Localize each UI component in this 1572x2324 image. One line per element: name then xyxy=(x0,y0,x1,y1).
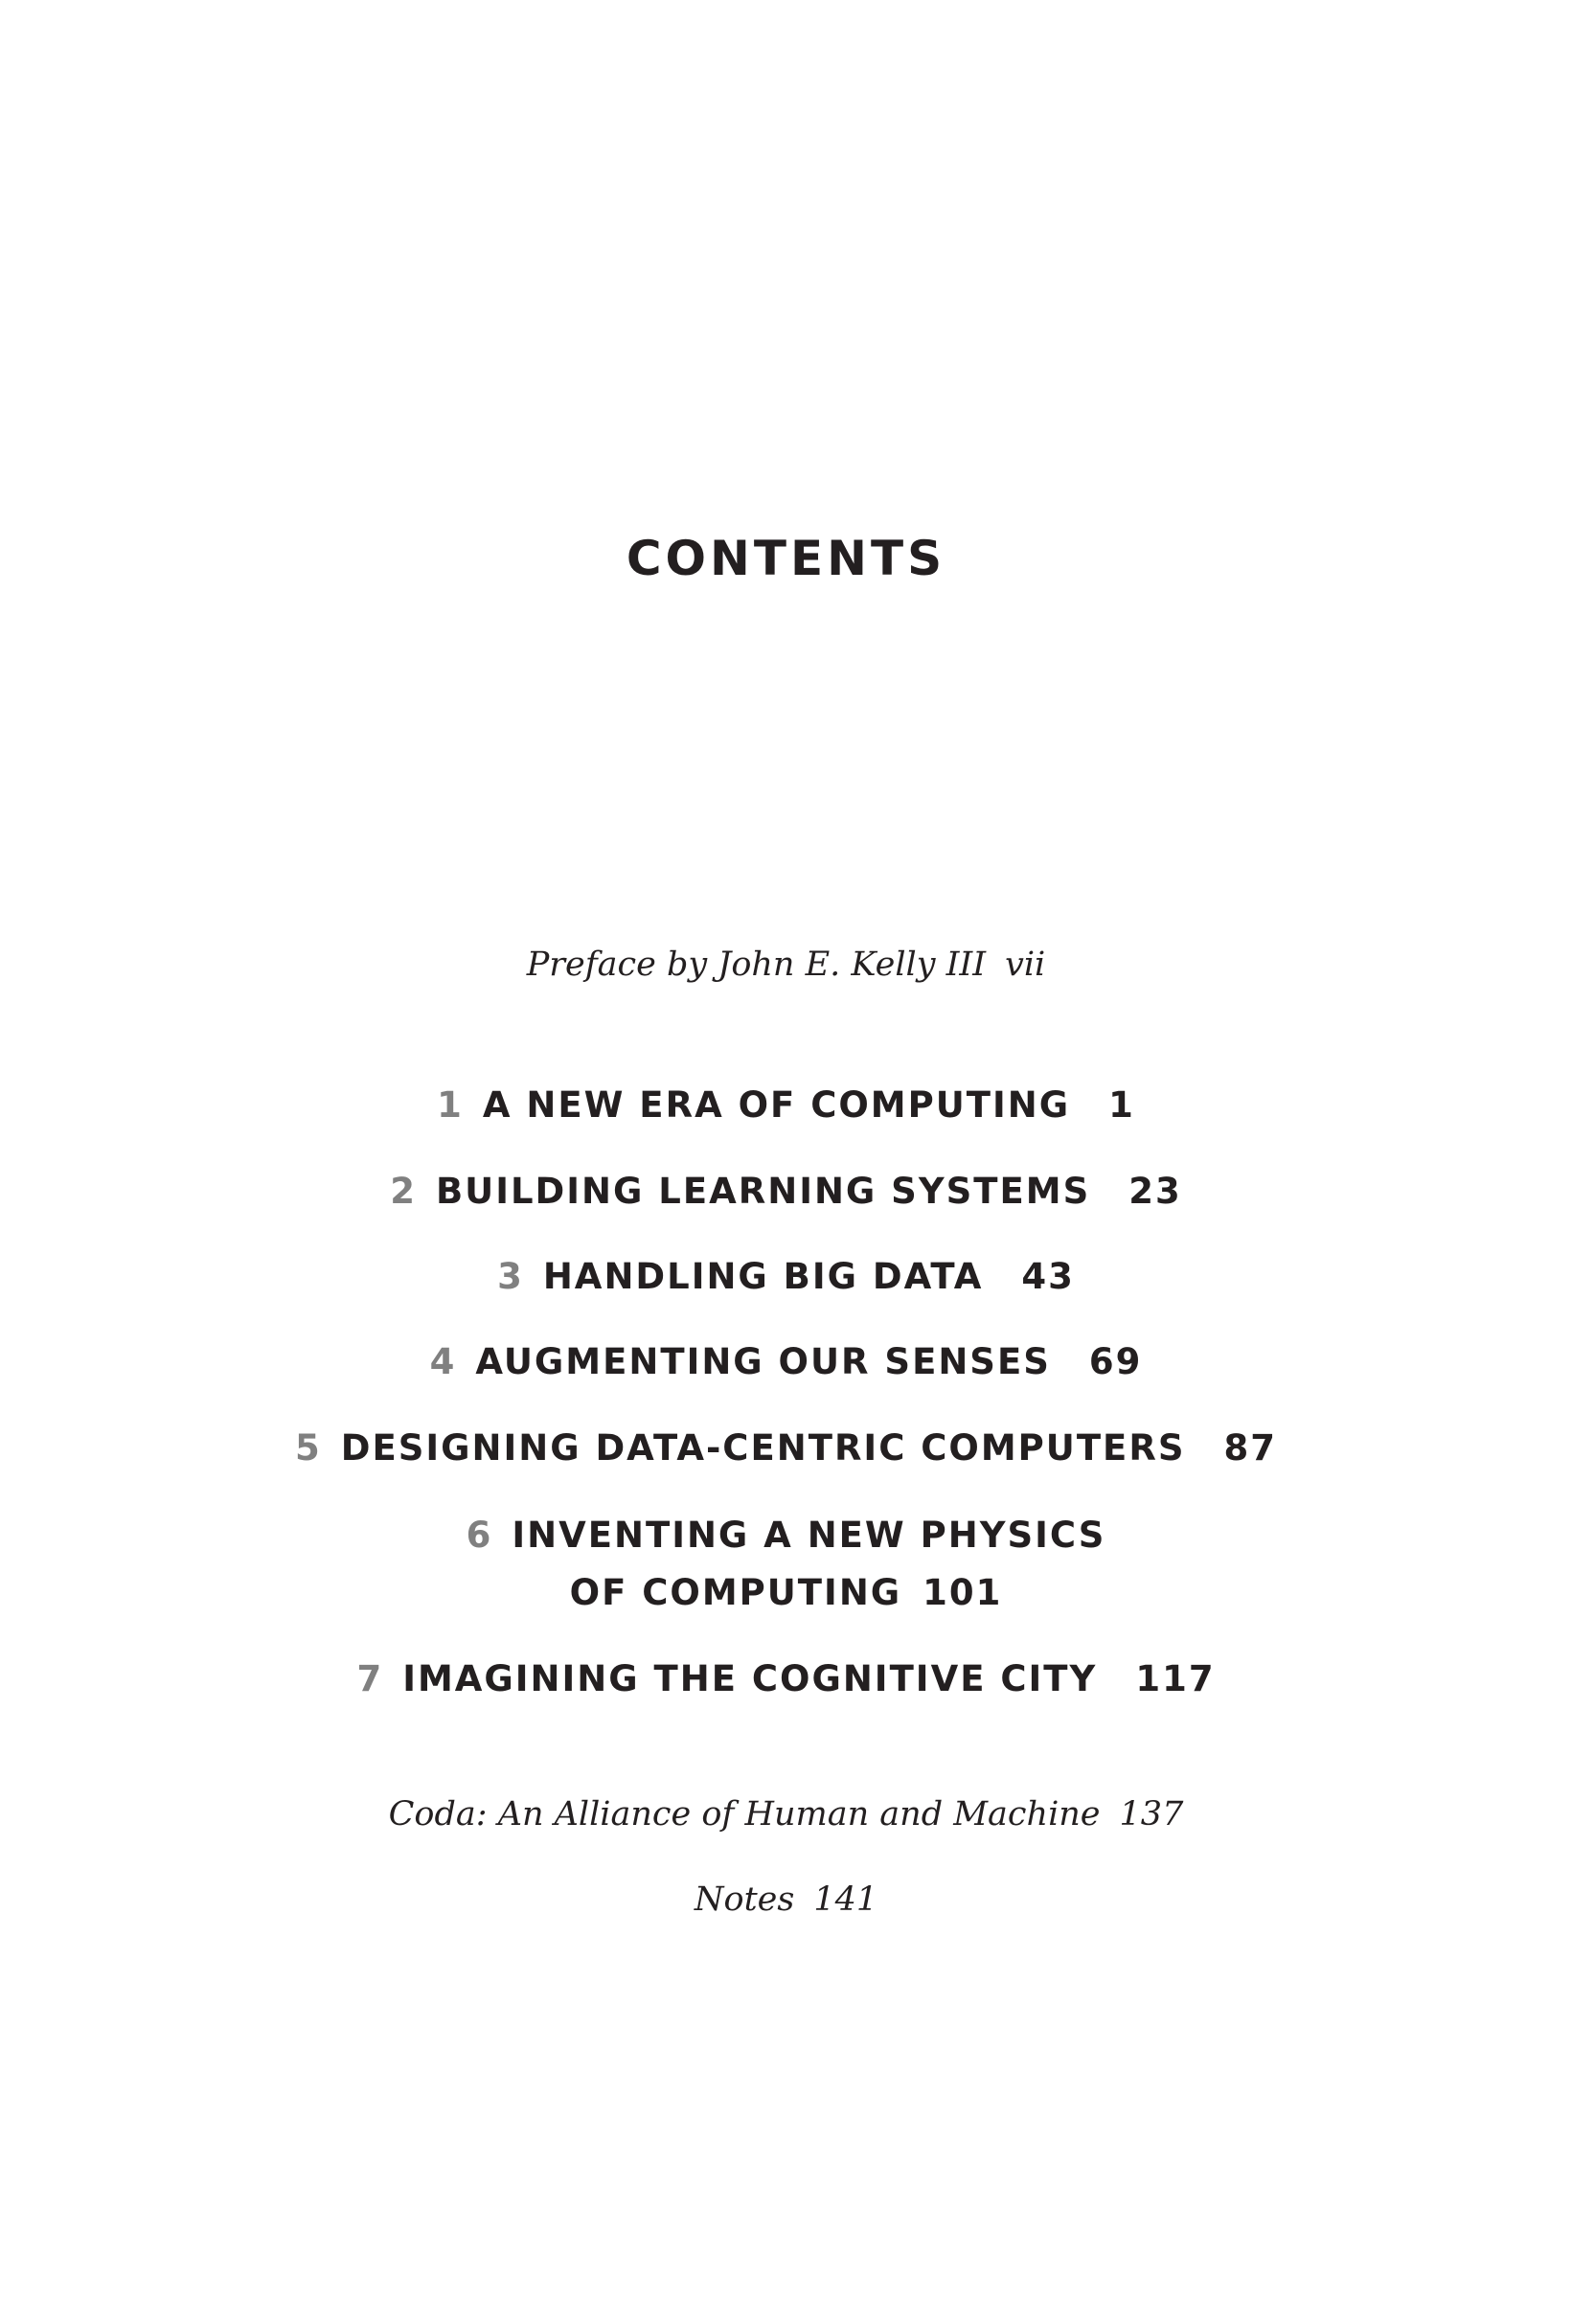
chapter-title: A NEW ERA OF COMPUTING xyxy=(482,1084,1071,1126)
chapter-page-number: 1 xyxy=(1108,1084,1135,1126)
chapter-number: 7 xyxy=(356,1658,384,1699)
toc-entry-coda[interactable] xyxy=(0,1792,1572,1836)
chapter-number: 3 xyxy=(497,1256,524,1297)
preface-page-number: vii xyxy=(1005,946,1046,984)
chapter-page-number: 69 xyxy=(1088,1341,1143,1382)
preface-label: Preface by John E. Kelly III xyxy=(526,946,987,984)
toc-entry-chapter-6-continued[interactable] xyxy=(0,1570,1572,1616)
chapter-number: 1 xyxy=(437,1084,464,1126)
chapter-page-number: 117 xyxy=(1135,1658,1216,1699)
chapter-title: IMAGINING THE COGNITIVE CITY xyxy=(402,1658,1098,1699)
toc-entry-chapter-5[interactable] xyxy=(0,1425,1572,1471)
chapter-title-line-1: INVENTING A NEW PHYSICS xyxy=(512,1515,1106,1556)
toc-entry-notes[interactable] xyxy=(0,1878,1572,1922)
chapter-title: DESIGNING DATA-CENTRIC COMPUTERS xyxy=(340,1427,1186,1469)
chapter-title: HANDLING BIG DATA xyxy=(542,1256,984,1297)
chapter-title: AUGMENTING OUR SENSES xyxy=(475,1341,1051,1382)
toc-entry-preface[interactable] xyxy=(0,943,1572,987)
chapter-title: BUILDING LEARNING SYSTEMS xyxy=(435,1171,1091,1212)
chapter-title-line-2: OF COMPUTING xyxy=(569,1572,902,1613)
chapter-page-number: 87 xyxy=(1223,1427,1277,1469)
chapter-number: 4 xyxy=(429,1341,457,1382)
toc-entry-chapter-2[interactable] xyxy=(0,1169,1572,1215)
notes-label: Notes xyxy=(694,1880,795,1919)
coda-page-number: 137 xyxy=(1119,1795,1184,1834)
toc-entry-chapter-3[interactable] xyxy=(0,1254,1572,1300)
chapter-number: 6 xyxy=(466,1515,493,1556)
toc-entry-chapter-7[interactable] xyxy=(0,1656,1572,1702)
chapter-number: 5 xyxy=(295,1427,322,1469)
page-title: CONTENTS xyxy=(626,531,946,586)
chapter-page-number: 101 xyxy=(923,1572,1003,1613)
chapter-page-number: 43 xyxy=(1021,1256,1075,1297)
chapter-number: 2 xyxy=(390,1171,417,1212)
chapter-page-number: 23 xyxy=(1128,1171,1182,1212)
coda-label: Coda: An Alliance of Human and Machine xyxy=(388,1795,1101,1834)
toc-entry-chapter-4[interactable] xyxy=(0,1339,1572,1385)
toc-entry-chapter-6[interactable] xyxy=(0,1513,1572,1559)
toc-entry-chapter-1[interactable] xyxy=(0,1082,1572,1128)
notes-page-number: 141 xyxy=(813,1880,878,1919)
